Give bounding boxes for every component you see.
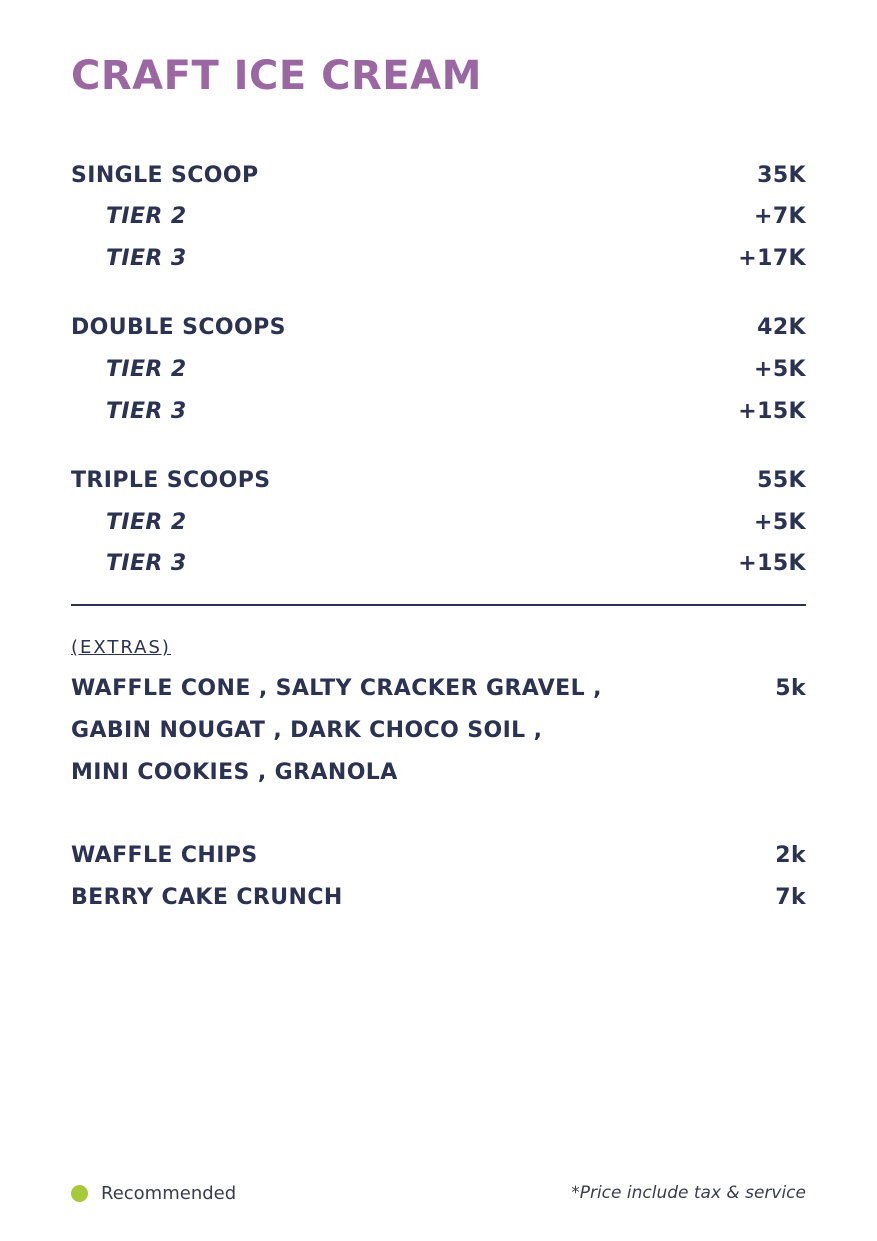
- section-divider: [71, 604, 806, 606]
- item-price: 55K: [757, 467, 806, 493]
- tier-row: [71, 507, 806, 537]
- tier-label: TIER 2: [106, 509, 187, 535]
- extra-item-berry-cake-crunch: [71, 882, 806, 912]
- menu-item-single-scoop: [71, 160, 806, 190]
- item-price: 2k: [775, 842, 806, 868]
- tier-row: [71, 548, 806, 578]
- menu-item-triple-scoops: [71, 465, 806, 495]
- tier-price: +17K: [738, 245, 806, 271]
- toppings-row: [71, 757, 806, 787]
- recommended-legend: [71, 1180, 236, 1206]
- tier-price: +15K: [738, 550, 806, 576]
- item-name: SINGLE SCOOP: [71, 162, 259, 188]
- item-price: 7k: [775, 884, 806, 910]
- item-name: WAFFLE CHIPS: [71, 842, 258, 868]
- toppings-line: GABIN NOUGAT , DARK CHOCO SOIL ,: [71, 717, 543, 743]
- extra-item-waffle-chips: [71, 840, 806, 870]
- toppings-row: [71, 673, 806, 703]
- tier-row: [71, 201, 806, 231]
- extras-heading: (EXTRAS): [71, 637, 171, 658]
- tier-label: TIER 3: [106, 550, 187, 576]
- tier-price: +15K: [738, 398, 806, 424]
- recommended-label: Recommended: [101, 1182, 237, 1204]
- price-note: *Price include tax & service: [571, 1183, 806, 1203]
- item-name: TRIPLE SCOOPS: [71, 467, 271, 493]
- menu-item-double-scoops: [71, 312, 806, 342]
- page-title: CRAFT ICE CREAM: [71, 53, 482, 99]
- recommended-dot-icon: [71, 1185, 88, 1202]
- toppings-line: WAFFLE CONE , SALTY CRACKER GRAVEL ,: [71, 675, 602, 701]
- item-name: BERRY CAKE CRUNCH: [71, 884, 343, 910]
- tier-label: TIER 2: [106, 203, 187, 229]
- item-price: 35K: [757, 162, 806, 188]
- tier-price: +5K: [754, 509, 806, 535]
- tier-price: +7K: [754, 203, 806, 229]
- toppings-line: MINI COOKIES , GRANOLA: [71, 759, 398, 785]
- tier-label: TIER 3: [106, 245, 187, 271]
- toppings-row: [71, 715, 806, 745]
- tier-label: TIER 3: [106, 398, 187, 424]
- tier-row: [71, 396, 806, 426]
- item-name: DOUBLE SCOOPS: [71, 314, 286, 340]
- toppings-price: 5k: [775, 675, 806, 701]
- tier-label: TIER 2: [106, 356, 187, 382]
- tier-row: [71, 243, 806, 273]
- tier-row: [71, 354, 806, 384]
- item-price: 42K: [757, 314, 806, 340]
- tier-price: +5K: [754, 356, 806, 382]
